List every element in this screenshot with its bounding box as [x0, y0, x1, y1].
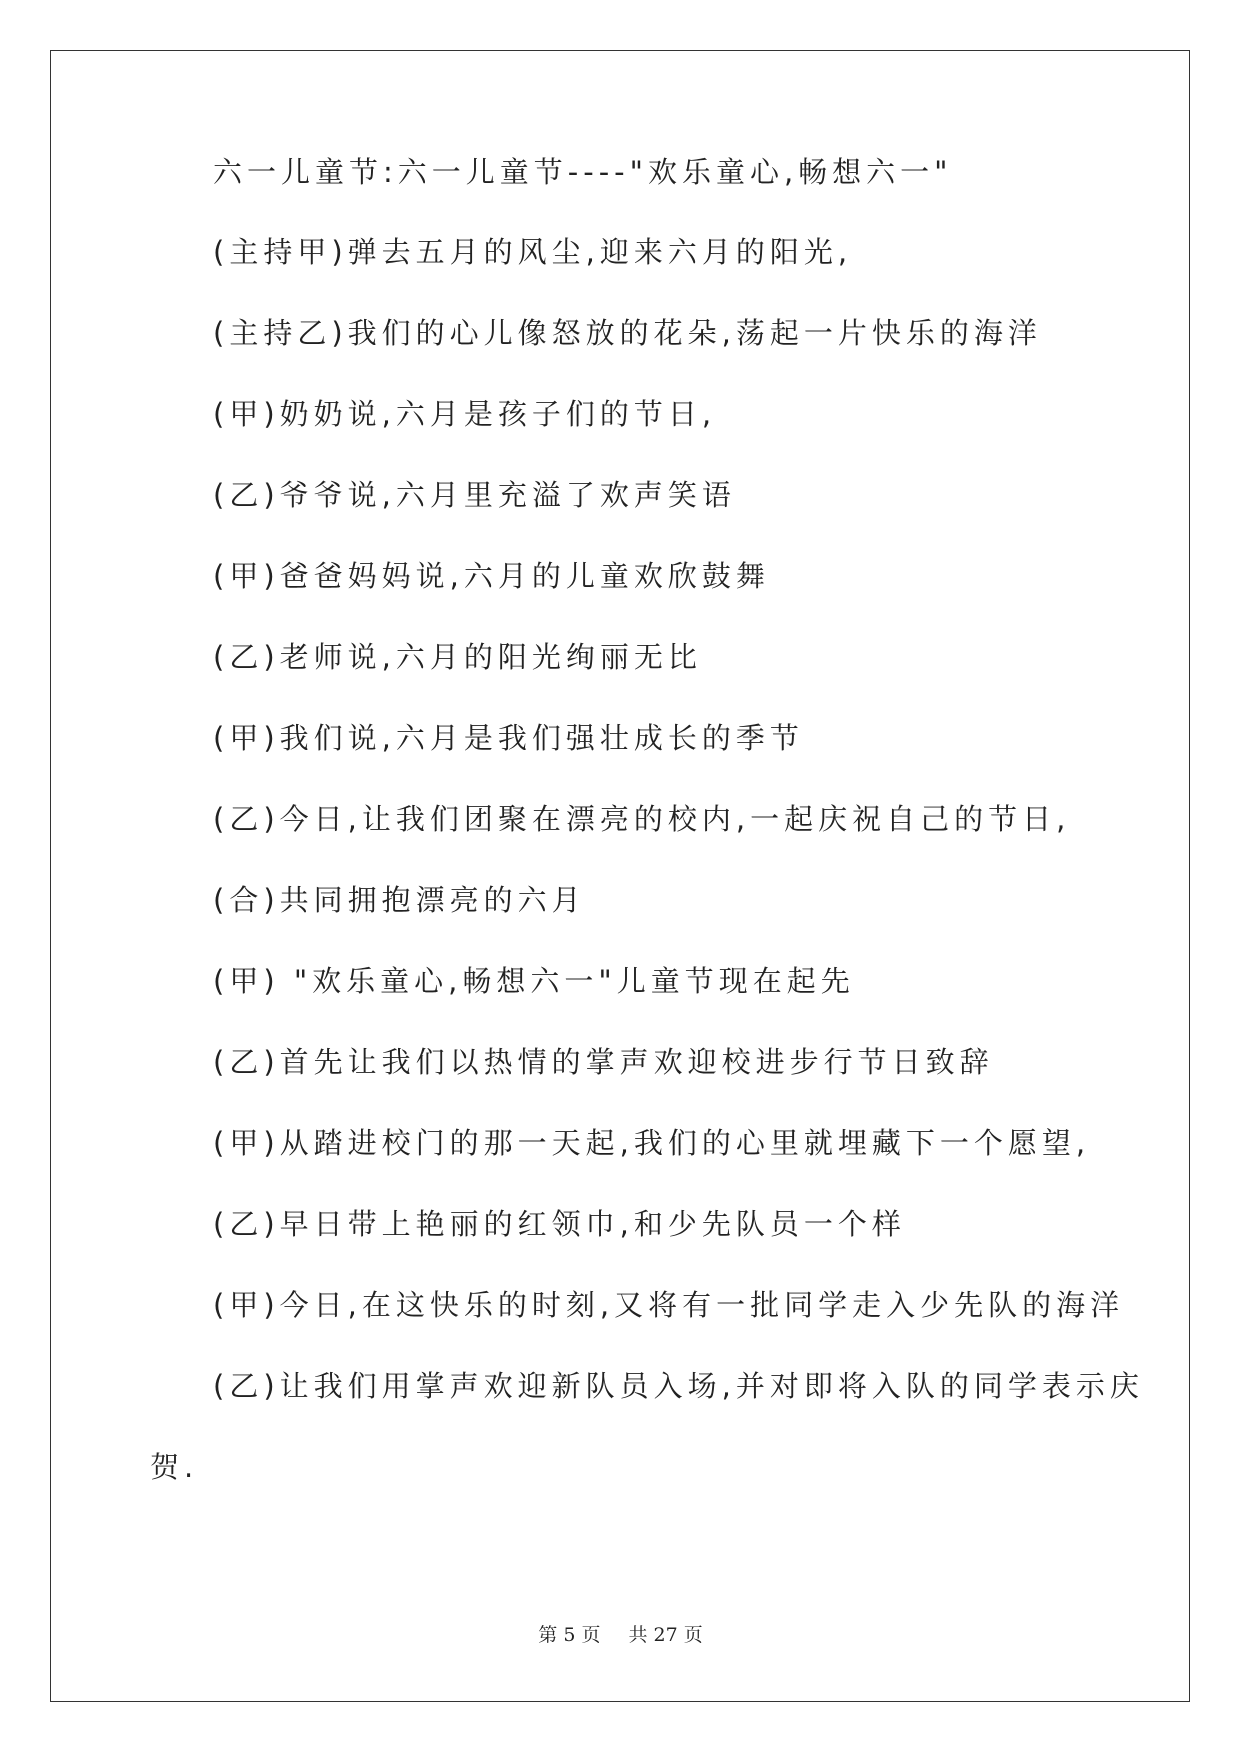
text-line: (甲)爸爸妈妈说,六月的儿童欢欣鼓舞 — [213, 559, 770, 593]
text-line: (主持乙)我们的心儿像怒放的花朵,荡起一片快乐的海洋 — [213, 316, 1042, 350]
text-line: (合)共同拥抱漂亮的六月 — [213, 883, 586, 917]
text-line: (甲)从踏进校门的那一天起,我们的心里就埋藏下一个愿望, — [213, 1126, 1091, 1160]
text-line: (甲)今日,在这快乐的时刻,又将有一批同学走入少先队的海洋 — [213, 1288, 1125, 1322]
page-total: 共 27 页 — [628, 1624, 703, 1646]
page-number: 第 5 页 — [538, 1624, 601, 1646]
text-line: (甲)我们说,六月是我们强壮成长的季节 — [213, 721, 804, 755]
text-line: (乙)早日带上艳丽的红领巾,和少先队员一个样 — [213, 1207, 906, 1241]
text-line: (主持甲)弹去五月的风尘,迎来六月的阳光, — [213, 235, 853, 269]
text-line-title: 六一儿童节:六一儿童节----"欢乐童心,畅想六一" — [213, 155, 953, 189]
text-line: (甲) "欢乐童心,畅想六一"儿童节现在起先 — [213, 964, 855, 998]
page-footer — [0, 1620, 1241, 1647]
text-line: (乙)爷爷说,六月里充溢了欢声笑语 — [213, 478, 736, 512]
text-line: (乙)首先让我们以热情的掌声欢迎校进步行节日致辞 — [213, 1045, 994, 1079]
text-line: (乙)今日,让我们团聚在漂亮的校内,一起庆祝自己的节日, — [213, 802, 1071, 836]
text-line: (乙)让我们用掌声欢迎新队员入场,并对即将入队的同学表示庆 — [213, 1369, 1144, 1403]
text-line: (乙)老师说,六月的阳光绚丽无比 — [213, 640, 702, 674]
text-line-continuation: 贺. — [150, 1450, 199, 1484]
page-border — [50, 50, 1190, 1702]
text-line: (甲)奶奶说,六月是孩子们的节日, — [213, 397, 717, 431]
